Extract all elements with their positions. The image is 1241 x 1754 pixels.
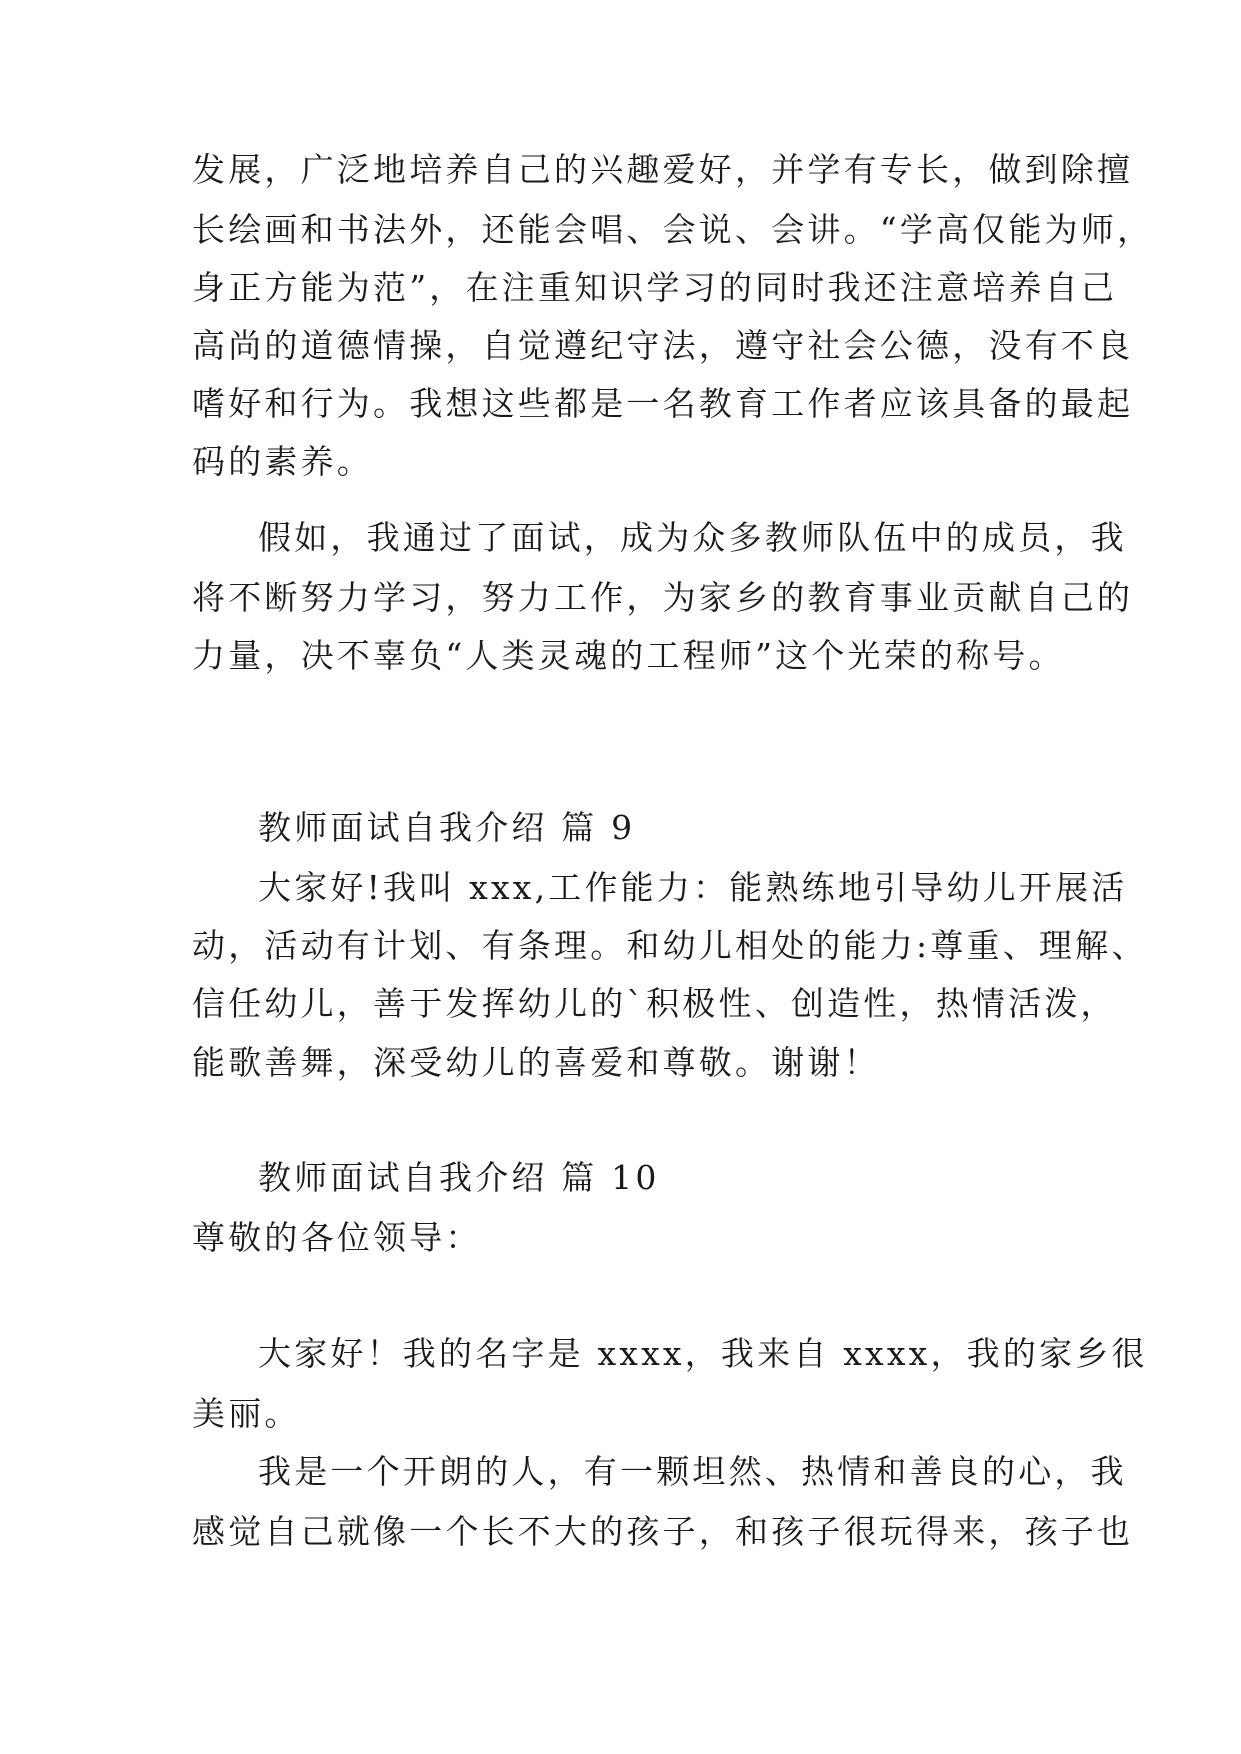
section-heading: 教师面试自我介绍 篇 9 (258, 808, 636, 847)
text-line: 力量，决不辜负“人类灵魂的工程师”这个光荣的称号。 (192, 636, 1065, 675)
text-line: 假如，我通过了面试，成为众多教师队伍中的成员，我 (258, 518, 1127, 557)
text-line: 动，活动有计划、有条理。和幼儿相处的能力:尊重、理解、 (192, 926, 1148, 965)
salutation: 尊敬的各位领导： (192, 1218, 482, 1257)
text-line: 高尚的道德情操，自觉遵纪守法，遵守社会公德，没有不良 (192, 326, 1134, 365)
text-line: 信任幼儿，善于发挥幼儿的`积极性、创造性，热情活泼， (192, 984, 1117, 1023)
text-line: 大家好！我的名字是 xxxx，我来自 xxxx，我的家乡很 (258, 1334, 1148, 1373)
text-line: 美丽。 (192, 1394, 301, 1433)
text-line: 将不断努力学习，努力工作，为家乡的教育事业贡献自己的 (192, 578, 1134, 617)
text-line: 嗜好和行为。我想这些都是一名教育工作者应该具备的最起 (192, 384, 1134, 423)
text-line: 感觉自己就像一个长不大的孩子，和孩子很玩得来，孩子也 (192, 1512, 1134, 1551)
text-line: 发展，广泛地培养自己的兴趣爱好，并学有专长，做到除擅 (192, 150, 1134, 189)
text-line: 身正方能为范”，在注重知识学习的同时我还注意培养自己 (192, 268, 1118, 307)
text-line: 码的素养。 (192, 442, 373, 481)
text-line: 能歌善舞，深受幼儿的喜爱和尊敬。谢谢！ (192, 1043, 880, 1082)
section-heading: 教师面试自我介绍 篇 10 (258, 1158, 660, 1197)
text-line: 大家好!我叫 xxx,工作能力：能熟练地引导幼儿开展活 (258, 868, 1128, 907)
text-line: 长绘画和书法外，还能会唱、会说、会讲。“学高仅能为师， (192, 210, 1154, 249)
text-line: 我是一个开朗的人，有一颗坦然、热情和善良的心，我 (258, 1452, 1127, 1491)
